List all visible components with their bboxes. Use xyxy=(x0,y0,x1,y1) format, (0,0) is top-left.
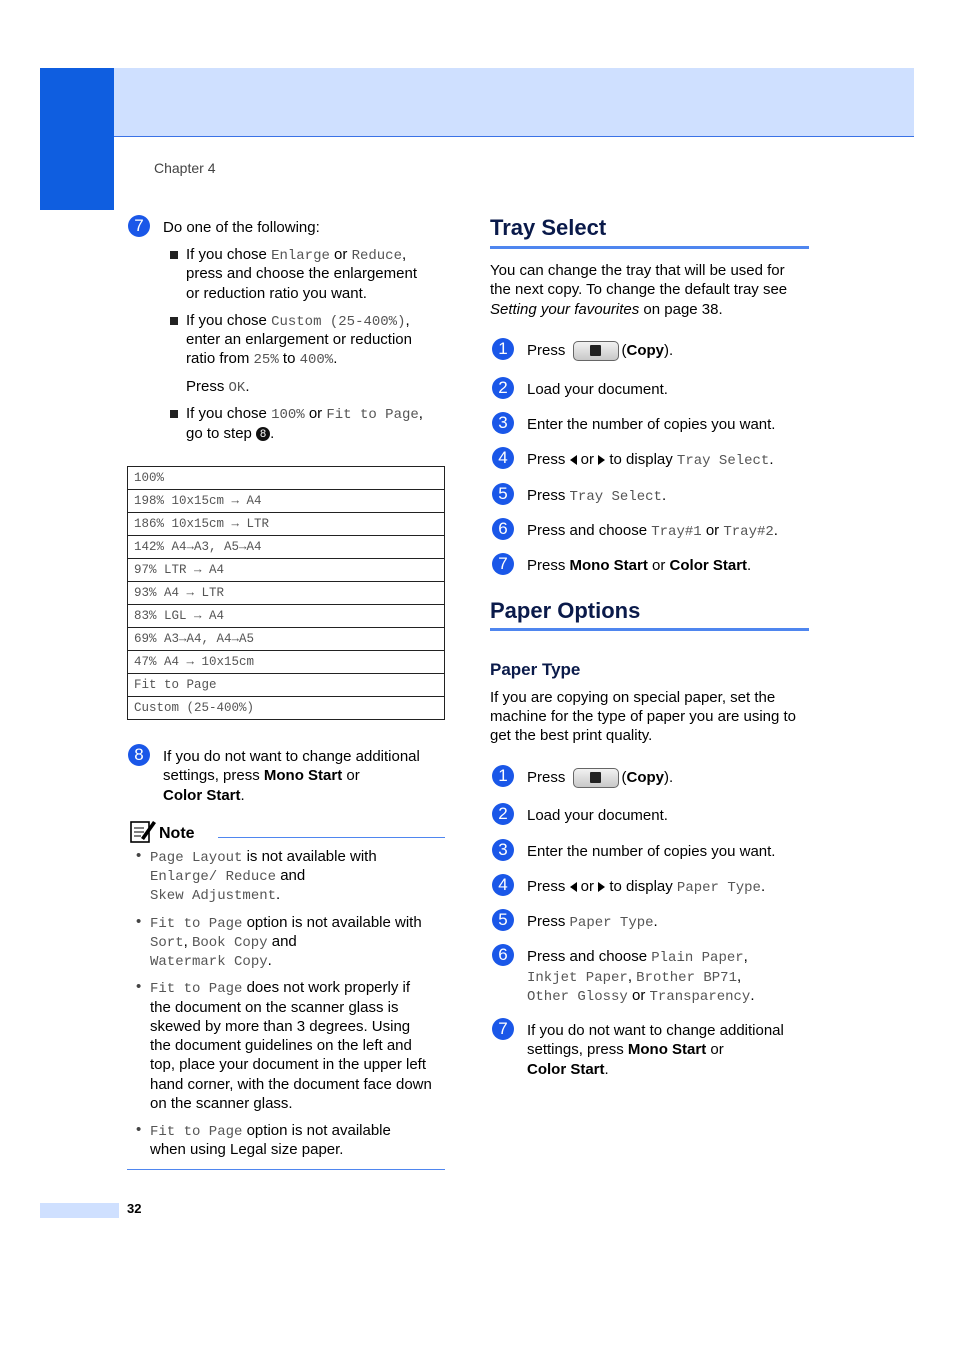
chapter-label: Chapter 4 xyxy=(154,160,216,176)
table-cell: 142% A4→A3, A5→A4 xyxy=(128,536,445,559)
note-line: Fit to Page option is not available xyxy=(150,1122,391,1140)
section-rule xyxy=(490,246,809,249)
step-number: 7 xyxy=(492,553,514,575)
step-text: settings, press Mono Start or xyxy=(163,767,360,784)
step-text: Enter the number of copies you want. xyxy=(527,843,776,860)
note-bottom-rule xyxy=(127,1169,445,1170)
note-pencil-icon xyxy=(129,818,157,844)
step-text: Press or to display Tray Select. xyxy=(527,451,774,469)
step-number: 3 xyxy=(492,839,514,861)
step-text: Other Glossy or Transparency. xyxy=(527,987,755,1005)
section-title-paper-options: Paper Options xyxy=(490,598,641,623)
section-rule xyxy=(490,628,809,631)
step-text: Load your document. xyxy=(527,807,668,824)
step-text: Press Tray Select. xyxy=(527,487,667,505)
table-cell: 47% A4 → 10x15cm xyxy=(128,651,445,674)
table-cell: 93% A4 → LTR xyxy=(128,582,445,605)
note-line: the document on the scanner glass is xyxy=(150,999,399,1016)
bullet-icon xyxy=(170,410,178,418)
table-cell: 198% 10x15cm → A4 xyxy=(128,490,445,513)
step-number: 4 xyxy=(492,874,514,896)
step-number: 8 xyxy=(128,744,150,766)
table-row xyxy=(128,467,445,490)
table-cell: Custom (25-400%) xyxy=(128,697,445,720)
subsection-title-paper-type: Paper Type xyxy=(490,660,581,679)
intro-line: the next copy. To change the default tray see xyxy=(490,281,788,298)
note-line: Watermark Copy. xyxy=(150,952,272,970)
note-line: hand corner, with the document face down xyxy=(150,1076,432,1093)
table-row xyxy=(128,674,445,697)
table-row xyxy=(128,490,445,513)
step-number: 7 xyxy=(492,1018,514,1040)
step-text: Press (Copy). xyxy=(527,341,673,361)
bullet-icon: • xyxy=(136,978,142,995)
copy-button-icon xyxy=(573,768,619,788)
step-number: 5 xyxy=(492,909,514,931)
step-number: 6 xyxy=(492,518,514,540)
copy-button-icon xyxy=(573,341,619,361)
step-text: Press and choose Tray#1 or Tray#2. xyxy=(527,522,778,540)
bullet-icon: • xyxy=(136,1121,142,1138)
step-text: Press Paper Type. xyxy=(527,913,658,931)
bullet-icon xyxy=(170,317,178,325)
step-number: 5 xyxy=(492,483,514,505)
bullet-line: or reduction ratio you want. xyxy=(186,285,367,302)
step-text: Press Mono Start or Color Start. xyxy=(527,557,752,574)
step-number: 1 xyxy=(492,338,514,360)
intro-line: machine for the type of paper you are using to xyxy=(490,708,797,725)
table-row xyxy=(128,628,445,651)
note-line: on the scanner glass. xyxy=(150,1095,293,1112)
ratio-table xyxy=(127,466,445,720)
table-cell: 186% 10x15cm → LTR xyxy=(128,513,445,536)
intro-line: Setting your favourites on page 38. xyxy=(490,301,723,318)
step-text: Color Start. xyxy=(163,787,245,804)
table-row xyxy=(128,536,445,559)
intro-line: get the best print quality. xyxy=(490,727,653,744)
intro-line: If you are copying on special paper, set the xyxy=(490,689,776,706)
step-number: 6 xyxy=(492,944,514,966)
bullet-icon xyxy=(170,251,178,259)
bullet-line: enter an enlargement or reduction xyxy=(186,331,412,348)
bullet-line: If you chose Enlarge or Reduce, xyxy=(186,246,407,264)
bullet-line: If you chose 100% or Fit to Page, xyxy=(186,405,423,423)
step-text: Enter the number of copies you want. xyxy=(527,416,776,433)
intro-line: You can change the tray that will be used for xyxy=(490,262,785,279)
step-number: 3 xyxy=(492,412,514,434)
step-text: If you do not want to change additional xyxy=(527,1022,784,1039)
step-text: Inkjet Paper, Brother BP71, xyxy=(527,968,742,986)
bullet-line: press and choose the enlargement xyxy=(186,265,417,282)
note-line: Sort, Book Copy and xyxy=(150,933,297,951)
note-line: Enlarge/ Reduce and xyxy=(150,867,306,885)
table-row xyxy=(128,697,445,720)
page-number: 32 xyxy=(127,1201,142,1216)
press-ok-line: Press OK. xyxy=(186,378,250,396)
step-text: Color Start. xyxy=(527,1061,609,1078)
table-row xyxy=(128,651,445,674)
table-cell: 69% A3→A4, A4→A5 xyxy=(128,628,445,651)
header-tab xyxy=(40,68,114,210)
bullet-line: ratio from 25% to 400%. xyxy=(186,350,338,368)
table-row xyxy=(128,582,445,605)
bullet-line: go to step 8 . xyxy=(186,425,275,442)
header-band xyxy=(114,68,914,137)
table-row xyxy=(128,605,445,628)
note-line: the document guidelines on the left and xyxy=(150,1037,412,1054)
table-row xyxy=(128,559,445,582)
note-line: Page Layout is not available with xyxy=(150,848,377,866)
bullet-line: If you chose Custom (25-400%), xyxy=(186,312,410,330)
step-text: Press or to display Paper Type. xyxy=(527,878,766,896)
step-number: 7 xyxy=(128,215,150,237)
step-number: 2 xyxy=(492,803,514,825)
footer-bar xyxy=(40,1203,119,1218)
step-text: Load your document. xyxy=(527,381,668,398)
note-line: when using Legal size paper. xyxy=(150,1141,344,1158)
step-text: Press (Copy). xyxy=(527,768,673,788)
step-ref-icon: 8 xyxy=(256,427,270,441)
note-line: Fit to Page does not work properly if xyxy=(150,979,410,997)
left-arrow-icon xyxy=(570,882,577,892)
step-text: If you do not want to change additional xyxy=(163,748,420,765)
step-text: settings, press Mono Start or xyxy=(527,1041,724,1058)
step-number: 4 xyxy=(492,447,514,469)
table-cell: Fit to Page xyxy=(128,674,445,697)
bullet-icon: • xyxy=(136,913,142,930)
step-text: Press and choose Plain Paper, xyxy=(527,948,748,966)
table-cell: 83% LGL → A4 xyxy=(128,605,445,628)
bullet-icon: • xyxy=(136,847,142,864)
note-top-rule xyxy=(218,837,445,838)
note-title: Note xyxy=(159,825,195,842)
table-cell: 97% LTR → A4 xyxy=(128,559,445,582)
table-cell: 100% xyxy=(128,467,445,490)
note-line: skewed by more than 3 degrees. Using xyxy=(150,1018,411,1035)
left-arrow-icon xyxy=(570,455,577,465)
section-title-tray-select: Tray Select xyxy=(490,215,607,240)
note-line: top, place your document in the upper left xyxy=(150,1056,427,1073)
step-number: 1 xyxy=(492,765,514,787)
step-number: 2 xyxy=(492,377,514,399)
table-row xyxy=(128,513,445,536)
note-line: Fit to Page option is not available with xyxy=(150,914,422,932)
step-text: Do one of the following: xyxy=(163,219,320,236)
note-line: Skew Adjustment. xyxy=(150,886,281,904)
